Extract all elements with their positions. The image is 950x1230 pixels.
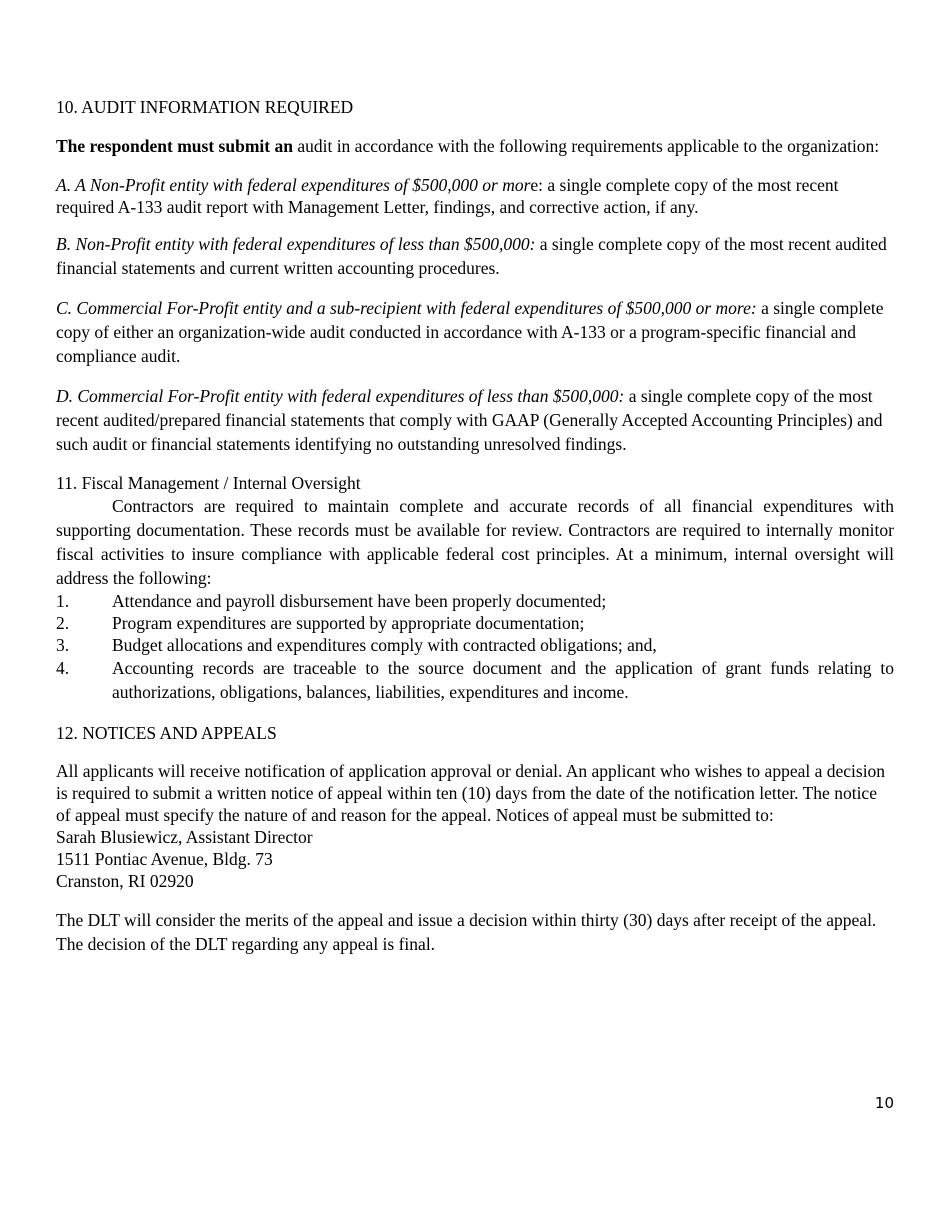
section-11-heading: 11. Fiscal Management / Internal Oversight (56, 473, 361, 493)
section-10-intro-bold: The respondent must submit an (56, 136, 293, 156)
appeal-address (56, 826, 894, 892)
list-item-number: 2. (56, 613, 70, 633)
audit-item-a-label: A. A Non-Profit entity with federal expenditures of $500,000 or mor (56, 175, 531, 195)
list-item-number: 3. (56, 635, 70, 655)
list-item (56, 590, 894, 612)
audit-item-d-label: D. Commercial For-Profit entity with federal expenditures of less than $500,000: (56, 386, 625, 406)
list-item-text: Attendance and payroll disbursement have been properly documented; (112, 591, 607, 611)
oversight-list (56, 590, 894, 704)
page-number: 10 (874, 1094, 894, 1112)
list-item-number: 1. (56, 591, 70, 611)
list-item-text: Program expenditures are supported by appropriate documentation; (112, 613, 585, 633)
section-10-heading: 10. AUDIT INFORMATION REQUIRED (56, 97, 354, 117)
section-11-body: Contractors are required to maintain complete and accurate records of all financial expenditures with supporting documentation. These records must be available for review. Contractors are required to internally monitor fiscal activities to insure compliance with applicable federal cost principles. At a minimum, internal oversight will address the following: (56, 496, 894, 588)
section-10-intro (56, 134, 894, 158)
list-item-number: 4. (56, 658, 70, 678)
document-page (56, 96, 894, 956)
address-name: Sarah Blusiewicz, Assistant Director (56, 827, 313, 847)
list-item (56, 612, 894, 634)
audit-item-b-label: B. Non-Profit entity with federal expenditures of less than $500,000: (56, 234, 536, 254)
audit-item-a (56, 174, 894, 218)
audit-item-b-text: a single complete copy of the most recent audited financial statements and current written accounting procedures. (56, 234, 887, 278)
address-street: 1511 Pontiac Avenue, Bldg. 73 (56, 849, 273, 869)
audit-item-a-text: e: a single complete copy of the most recent required A-133 audit report with Management Letter, findings, and corrective action, if any. (56, 175, 839, 217)
audit-item-d (56, 384, 894, 456)
list-item (56, 656, 894, 704)
section-12-heading: 12. NOTICES AND APPEALS (56, 723, 277, 743)
section-12-closing: The DLT will consider the merits of the appeal and issue a decision within thirty (30) days after receipt of the appeal. The decision of the DLT regarding any appeal is final. (56, 910, 877, 954)
audit-item-b (56, 232, 894, 280)
section-10-intro-rest: audit in accordance with the following requirements applicable to the organization: (292, 136, 880, 156)
section-12-body: All applicants will receive notification of application approval or denial. An applicant who wishes to appeal a decision is required to submit a written notice of appeal within ten (10) days from the date of the notification letter. The notice of appeal must specify the nature of and reason for the appeal. Notices of appeal must be submitted to: (56, 761, 886, 825)
audit-item-c (56, 296, 894, 368)
audit-item-c-label: C. Commercial For-Profit entity and a sub-recipient with federal expenditures of $500,000 or more: (56, 298, 757, 318)
audit-item-c-text: a single complete copy of either an organization-wide audit conducted in accordance with A-133 or a program-specific financial and compliance audit. (56, 298, 884, 366)
audit-item-d-text: a single complete copy of the most recent audited/prepared financial statements that comply with GAAP (Generally Accepted Accounting Principles) and such audit or financial statements identifying no outstanding unresolved findings. (56, 386, 883, 454)
list-item-text: Budget allocations and expenditures comply with contracted obligations; and, (112, 635, 657, 655)
address-city: Cranston, RI 02920 (56, 871, 194, 891)
list-item-text: Accounting records are traceable to the source document and the application of grant funds relating to authorizations, obligations, balances, liabilities, expenditures and income. (112, 658, 894, 702)
list-item (56, 634, 894, 656)
